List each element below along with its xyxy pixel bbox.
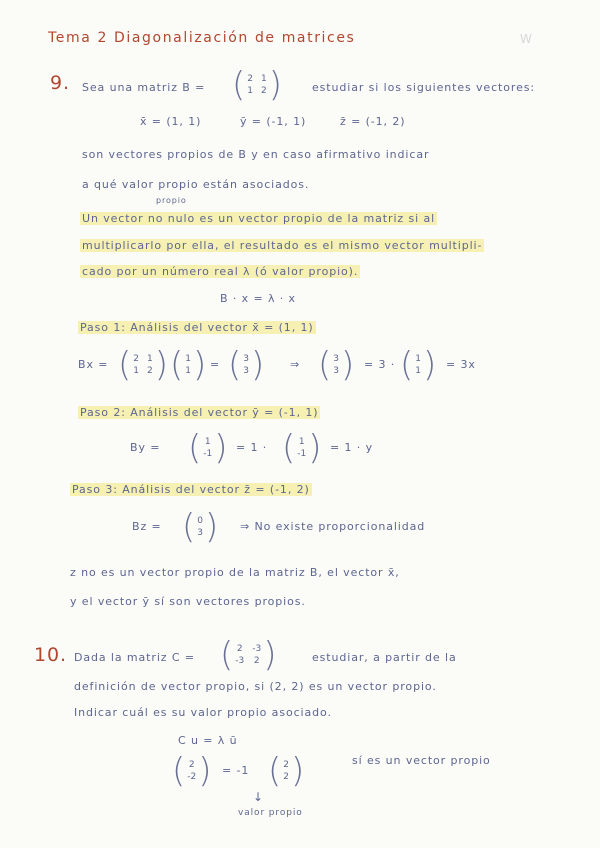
exercise-9-number: 9. [50, 72, 70, 94]
ex10-vector-2: ( 2 2 ) [268, 751, 305, 791]
step-1-equals: = [210, 358, 221, 371]
matrix-cell: 1 [133, 366, 139, 376]
step-2-result-end: = 1 · y [330, 441, 374, 454]
vector-cell: 3 [243, 366, 249, 376]
vector-y: ȳ = (-1, 1) [240, 115, 307, 128]
matrix-cell: 1 [261, 74, 267, 84]
matrix-cell: -3 [235, 656, 245, 666]
page-title: Tema 2 Diagonalización de matrices [48, 30, 356, 46]
ex9-prompt-a: Sea una matriz B = [82, 81, 206, 94]
ex9-prompt-b: estudiar si los siguientes vectores: [312, 81, 535, 94]
step-3-conclusion: ⇒ No existe proporcionalidad [240, 520, 426, 533]
step-1-result: ( 3 3 ) [228, 345, 265, 385]
definition-line-2: multiplicarlo por ella, el resultado es el mismo vector multipli- [82, 239, 483, 252]
step-1-vector: ( 1 1 ) [170, 345, 207, 385]
matrix-cell: 2 [133, 354, 139, 364]
step-2-lhs: By = [130, 441, 161, 454]
vector-cell: 0 [197, 516, 203, 526]
step-2-mid: = 1 · [236, 441, 268, 454]
vector-cell: 3 [243, 354, 249, 364]
ex10-vector: ( 2 -2 ) [172, 751, 212, 791]
step-1-heading: Paso 1: Análisis del vector x̄ = (1, 1) [80, 321, 314, 334]
eigenvalue-label: valor propio [238, 808, 303, 818]
step-2-vector: ( 1 -1 ) [188, 428, 228, 468]
ex10-line2: definición de vector propio, si (2, 2) es un vector propio. [74, 680, 437, 693]
matrix-B: ( 2 1 1 2 ) [232, 65, 282, 105]
vector-cell: 2 [188, 760, 195, 770]
vector-cell: -1 [203, 449, 213, 459]
step-3-lhs: Bz = [132, 520, 162, 533]
exercise-10-number: 10. [34, 644, 67, 666]
definition-annotation: propio [156, 196, 187, 205]
step-1-mid: = 3 · [364, 358, 396, 371]
matrix-cell: 2 [236, 644, 243, 654]
vector-cell: 3 [197, 528, 203, 538]
down-arrow-icon: ↓ [253, 790, 264, 804]
matrix-cell: 2 [247, 74, 253, 84]
vector-cell: 1 [298, 437, 305, 447]
step-1-result-end: = 3x [446, 358, 476, 371]
matrix-cell: 1 [147, 354, 153, 364]
ex10-prompt-b: estudiar, a partir de la [312, 651, 457, 664]
step-1-lhs: Bx = [78, 358, 109, 371]
matrix-cell: -3 [252, 644, 262, 654]
corner-mark: W [520, 32, 533, 46]
step-1-unit: ( 1 1 ) [400, 345, 437, 385]
vector-cell: 1 [204, 437, 211, 447]
matrix-cell: 2 [253, 656, 260, 666]
ex9-conclusion-1: z no es un vector propio de la matriz B, el vector x̄, [70, 566, 400, 579]
matrix-cell: 2 [147, 366, 153, 376]
matrix-cell: 2 [261, 86, 267, 96]
matrix-C: ( 2 -3 -3 2 ) [220, 635, 277, 675]
vector-cell: 2 [283, 772, 289, 782]
ex10-prompt-a: Dada la matriz C = [74, 651, 195, 664]
ex10-equation: C u = λ ū [178, 734, 238, 747]
step-1-result-2: ( 3 3 ) [318, 345, 355, 385]
vector-cell: -2 [187, 772, 197, 782]
vector-cell: -1 [297, 449, 307, 459]
step-1-implies: ⇒ [290, 358, 301, 371]
vector-cell: 1 [415, 354, 421, 364]
ex10-note: sí es un vector propio [352, 754, 491, 767]
eigen-equation: B · x = λ · x [220, 292, 296, 305]
vector-cell: 3 [333, 354, 339, 364]
step-3-heading: Paso 3: Análisis del vector z̄ = (-1, 2) [72, 483, 310, 496]
matrix-cell: 1 [247, 86, 253, 96]
step-3-vector: ( 0 3 ) [182, 507, 219, 547]
definition-line-1: Un vector no nulo es un vector propio de la matriz si al [82, 212, 436, 225]
ex9-line2: son vectores propios de B y en caso afirmativo indicar [82, 148, 430, 161]
ex9-line3: a qué valor propio están asociados. [82, 178, 310, 191]
step-2-vector-2: ( 1 -1 ) [282, 428, 322, 468]
vector-cell: 1 [185, 366, 191, 376]
vector-cell: 2 [283, 760, 289, 770]
step-1-matrix: ( 2 1 1 2 ) [118, 345, 168, 385]
vector-cell: 3 [333, 366, 339, 376]
step-2-heading: Paso 2: Análisis del vector ȳ = (-1, 1) [80, 406, 319, 419]
definition-line-3: cado por un número real λ (ó valor propio). [82, 265, 359, 278]
vector-cell: 1 [185, 354, 191, 364]
vector-z: z̄ = (-1, 2) [340, 115, 406, 128]
ex9-conclusion-2: y el vector ȳ sí son vectores propios. [70, 595, 306, 608]
vector-cell: 1 [415, 366, 421, 376]
ex10-mid: = -1 [222, 764, 250, 777]
vector-x: x̄ = (1, 1) [140, 115, 202, 128]
ex10-line3: Indicar cuál es su valor propio asociado. [74, 706, 332, 719]
